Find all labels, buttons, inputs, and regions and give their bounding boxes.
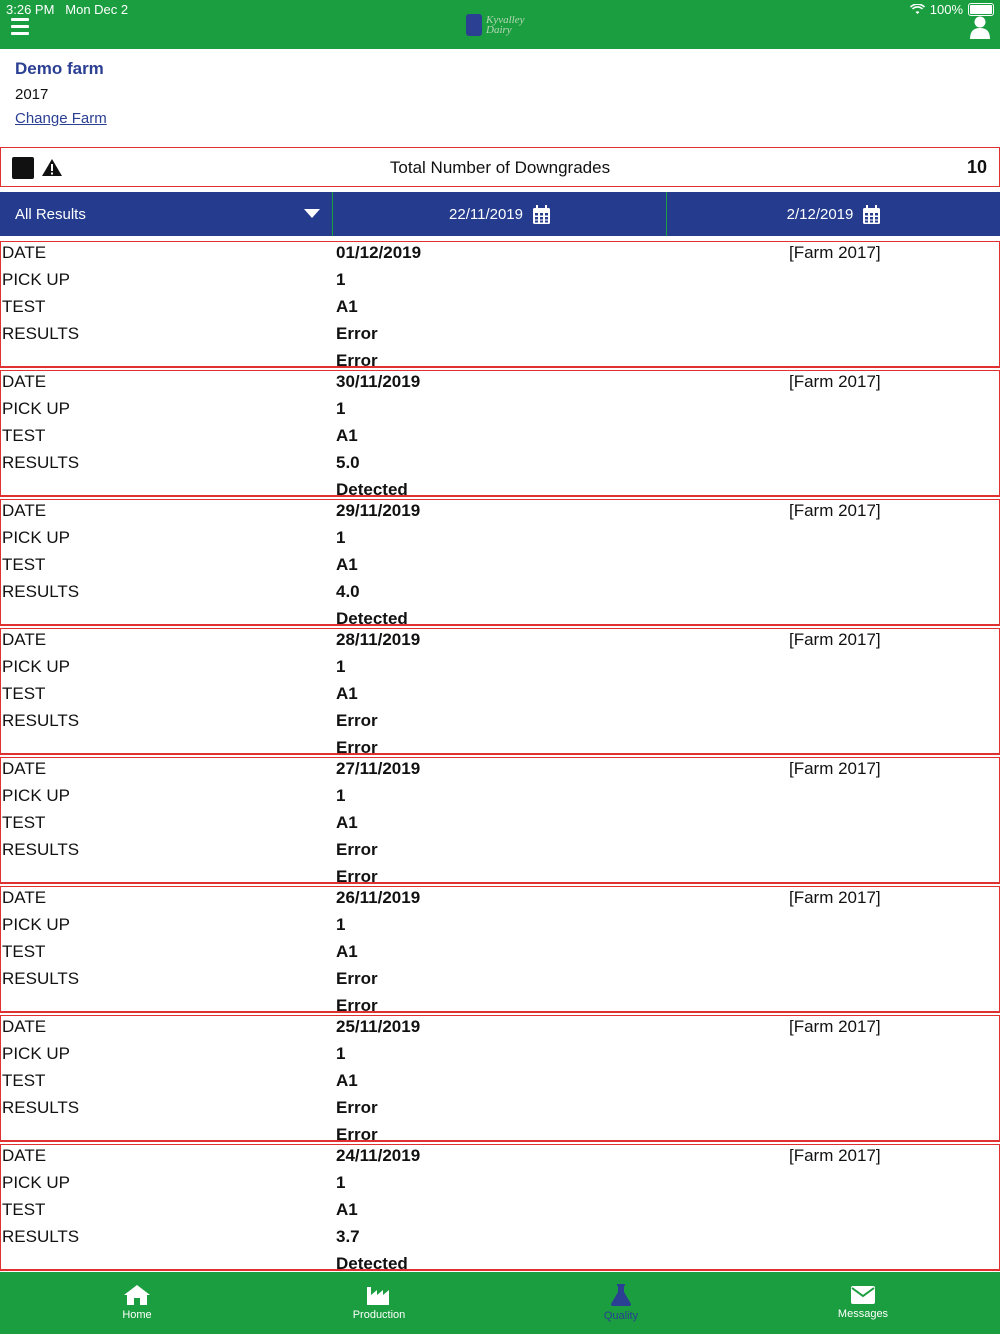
record-row (1, 1254, 999, 1272)
record-field-label: TEST (2, 297, 46, 316)
nav-messages-label: Messages (837, 1308, 889, 1320)
from-date-value: 22/11/2019 (449, 205, 523, 223)
record-field-label: PICK UP (2, 399, 71, 418)
record-farm-tag: [Farm 2017] (789, 1146, 881, 1165)
record-row (1, 684, 999, 711)
record-result-status: Detected (336, 609, 408, 628)
record-farm-tag: [Farm 2017] (789, 759, 881, 778)
record-pickup: 1 (336, 1044, 346, 1063)
status-time-text: 3:26 PM (6, 2, 55, 17)
record-result-value: Error (336, 711, 378, 730)
record-pickup: 1 (336, 657, 346, 676)
result-record[interactable] (0, 241, 1000, 368)
record-row (1, 759, 999, 786)
filter-bar (0, 192, 1000, 236)
wifi-icon (910, 4, 925, 15)
bottom-nav (0, 1272, 1000, 1334)
record-result-value: 5.0 (336, 453, 360, 472)
record-field-label: DATE (2, 1017, 47, 1036)
record-field-label: RESULTS (2, 453, 80, 472)
to-date-value: 2/12/2019 (786, 205, 854, 223)
to-date-picker[interactable] (667, 192, 1000, 236)
record-result-value: Error (336, 840, 378, 859)
results-list[interactable] (0, 241, 1000, 1272)
record-field-label: TEST (2, 684, 46, 703)
record-test: A1 (336, 1071, 358, 1090)
record-row (1, 942, 999, 969)
record-row (1, 1071, 999, 1098)
record-row (1, 1017, 999, 1044)
record-row (1, 453, 999, 480)
status-date: Mon Dec 2 (65, 2, 129, 17)
record-test: A1 (336, 942, 358, 961)
record-result-value: Error (336, 1098, 378, 1117)
farm-year: 2017 (15, 86, 49, 103)
top-bar (0, 0, 1000, 49)
record-date: 24/11/2019 (336, 1146, 421, 1165)
record-field-label: DATE (2, 501, 47, 520)
nav-production[interactable] (258, 1272, 500, 1334)
results-filter-value: All Results (15, 205, 86, 223)
from-date-picker[interactable] (333, 192, 667, 236)
record-row (1, 324, 999, 351)
record-field-label: TEST (2, 555, 46, 574)
record-result-status: Detected (336, 480, 408, 499)
record-farm-tag: [Farm 2017] (789, 243, 881, 262)
record-row (1, 630, 999, 657)
record-field-label: PICK UP (2, 528, 71, 547)
record-field-label: DATE (2, 630, 47, 649)
record-row (1, 270, 999, 297)
record-row (1, 399, 999, 426)
record-date: 26/11/2019 (336, 888, 421, 907)
record-row (1, 1146, 999, 1173)
record-date: 30/11/2019 (336, 372, 421, 391)
home-icon (124, 1285, 150, 1305)
brand-text (486, 15, 524, 35)
record-result-value: Error (336, 324, 378, 343)
change-farm-link[interactable]: Change Farm (15, 110, 107, 127)
farm-name: Demo farm (15, 59, 104, 78)
nav-home[interactable] (16, 1272, 258, 1334)
downgrades-count: 10 (966, 157, 987, 177)
record-result-status: Error (336, 1125, 378, 1144)
record-result-value: 3.7 (336, 1227, 360, 1246)
result-record[interactable] (0, 499, 1000, 626)
record-field-label: RESULTS (2, 1227, 80, 1246)
record-farm-tag: [Farm 2017] (789, 501, 881, 520)
record-field-label: RESULTS (2, 324, 80, 343)
record-date: 28/11/2019 (336, 630, 421, 649)
record-field-label: RESULTS (2, 840, 80, 859)
result-record[interactable] (0, 370, 1000, 497)
record-row (1, 813, 999, 840)
envelope-icon (851, 1286, 875, 1304)
record-row (1, 1098, 999, 1125)
record-date: 01/12/2019 (336, 243, 422, 262)
record-field-label: TEST (2, 942, 46, 961)
result-record[interactable] (0, 628, 1000, 755)
record-row (1, 840, 999, 867)
calendar-icon (863, 205, 880, 224)
record-row (1, 372, 999, 399)
record-farm-tag: [Farm 2017] (789, 630, 881, 649)
nav-quality[interactable] (500, 1272, 742, 1334)
record-farm-tag: [Farm 2017] (789, 372, 881, 391)
result-record[interactable] (0, 886, 1000, 1013)
result-record[interactable] (0, 757, 1000, 884)
nav-messages[interactable] (742, 1272, 984, 1334)
record-row (1, 501, 999, 528)
record-field-label: PICK UP (2, 657, 71, 676)
record-result-status: Detected (336, 1254, 408, 1272)
record-field-label: DATE (2, 372, 47, 391)
record-test: A1 (336, 555, 358, 574)
record-field-label: RESULTS (2, 1098, 80, 1117)
record-field-label: PICK UP (2, 270, 71, 289)
factory-icon (367, 1285, 391, 1305)
record-row (1, 528, 999, 555)
record-test: A1 (336, 297, 358, 316)
record-row (1, 555, 999, 582)
record-date: 29/11/2019 (336, 501, 421, 520)
record-pickup: 1 (336, 270, 346, 289)
record-field-label: DATE (2, 759, 47, 778)
record-row (1, 711, 999, 738)
record-row (1, 657, 999, 684)
record-row (1, 1200, 999, 1227)
record-row (1, 915, 999, 942)
status-time (6, 2, 128, 17)
record-test: A1 (336, 426, 358, 445)
record-test: A1 (336, 684, 358, 703)
record-row (1, 969, 999, 996)
user-icon[interactable] (970, 15, 990, 39)
record-field-label: PICK UP (2, 1044, 71, 1063)
nav-production-label: Production (352, 1309, 406, 1321)
record-test: A1 (336, 813, 358, 832)
record-row (1, 297, 999, 324)
nav-home-label: Home (122, 1309, 152, 1321)
record-pickup: 1 (336, 399, 346, 418)
menu-icon[interactable] (11, 18, 29, 36)
record-field-label: TEST (2, 1200, 46, 1219)
record-field-label: PICK UP (2, 915, 71, 934)
chevron-down-icon (304, 209, 320, 219)
record-farm-tag: [Farm 2017] (789, 888, 881, 907)
record-field-label: PICK UP (2, 786, 71, 805)
record-result-status: Error (336, 351, 378, 370)
result-record[interactable] (0, 1015, 1000, 1142)
record-pickup: 1 (336, 1173, 346, 1192)
record-field-label: DATE (2, 243, 47, 262)
record-result-status: Error (336, 996, 378, 1015)
brand-line2: Dairy (486, 24, 512, 36)
record-result-value: 4.0 (336, 582, 360, 601)
downgrades-summary (0, 147, 1000, 187)
record-pickup: 1 (336, 528, 346, 547)
record-field-label: TEST (2, 1071, 46, 1090)
record-field-label: PICK UP (2, 1173, 71, 1192)
battery-percent: 100% (929, 2, 963, 17)
record-row (1, 786, 999, 813)
record-row (1, 426, 999, 453)
record-field-label: RESULTS (2, 969, 80, 988)
brand-mark-icon (466, 14, 482, 36)
record-row (1, 1173, 999, 1200)
record-field-label: RESULTS (2, 582, 80, 601)
record-result-status: Error (336, 738, 378, 757)
record-result-status: Error (336, 867, 378, 886)
record-row (1, 243, 999, 270)
record-field-label: TEST (2, 813, 46, 832)
record-field-label: DATE (2, 888, 47, 907)
brand-logo (466, 14, 524, 36)
downgrades-label: Total Number of Downgrades (389, 158, 611, 177)
results-filter-dropdown[interactable] (0, 192, 333, 236)
result-record[interactable] (0, 1144, 1000, 1271)
record-date: 25/11/2019 (336, 1017, 421, 1036)
brand-line1: Kyvalley (486, 14, 525, 26)
record-field-label: RESULTS (2, 711, 80, 730)
record-result-value: Error (336, 969, 378, 988)
record-test: A1 (336, 1200, 358, 1219)
record-row (1, 1044, 999, 1071)
record-field-label: TEST (2, 426, 46, 445)
calendar-icon (533, 205, 550, 224)
record-date: 27/11/2019 (336, 759, 421, 778)
nav-quality-label: Quality (603, 1310, 639, 1322)
record-field-label: DATE (2, 1146, 47, 1165)
record-row (1, 1227, 999, 1254)
record-pickup: 1 (336, 915, 346, 934)
record-pickup: 1 (336, 786, 346, 805)
record-farm-tag: [Farm 2017] (789, 1017, 881, 1036)
flask-icon (611, 1284, 631, 1306)
record-row (1, 888, 999, 915)
record-row (1, 582, 999, 609)
